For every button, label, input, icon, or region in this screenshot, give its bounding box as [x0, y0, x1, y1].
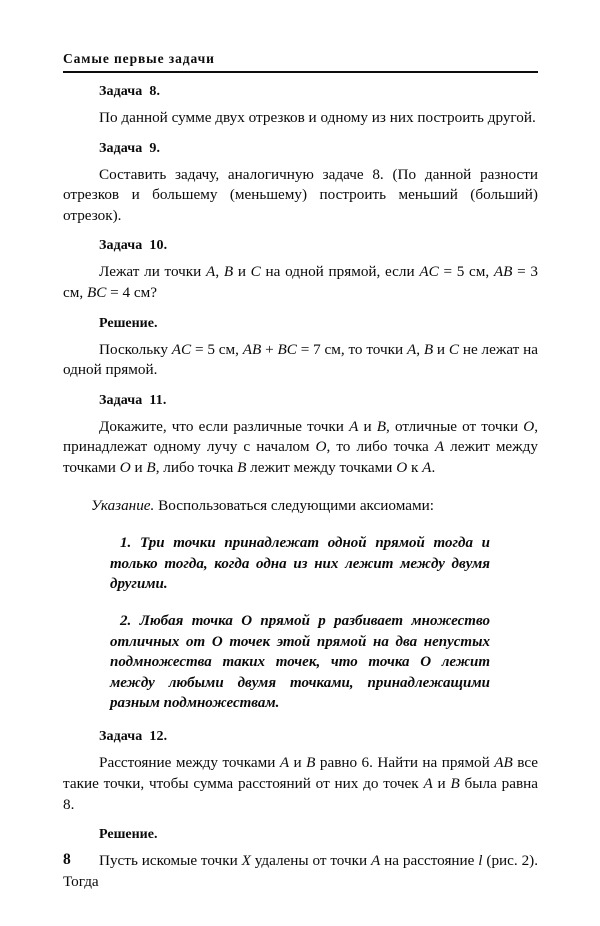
spacer — [63, 408, 538, 417]
task-heading-12 — [63, 730, 538, 744]
spacer — [63, 516, 538, 533]
task-heading-10 — [63, 239, 538, 253]
math-var-o: O — [119, 458, 131, 476]
spacer — [63, 744, 538, 753]
text-run: и — [289, 754, 307, 772]
math-var-a: A — [422, 458, 432, 476]
text-run: прямой — [252, 613, 319, 630]
spacer — [63, 253, 538, 262]
solution-body-10 — [63, 340, 538, 381]
text-run: = 7 см, то точки — [296, 340, 407, 358]
text-run: 2. Любая точка — [120, 613, 242, 630]
text-run: на расстояние — [380, 852, 479, 870]
spacer — [63, 331, 538, 340]
text-run: Поскольку — [99, 340, 172, 358]
solution-heading-10: Решение. — [99, 315, 158, 331]
math-var-p: p — [318, 613, 326, 630]
math-var-o: O — [241, 613, 253, 630]
math-var-a: A — [371, 852, 381, 870]
math-var-a: A — [434, 438, 445, 456]
math-var-o: O — [420, 654, 432, 671]
task-body-12 — [63, 753, 538, 815]
math-var-c: C — [250, 263, 261, 281]
task-heading-11 — [63, 394, 538, 408]
math-segment-ac: AC — [419, 263, 439, 281]
text-run: не лежат на одной прямой. — [63, 340, 538, 379]
text-run: лежит между любыми двумя точками, принадлежащими разным подмножествам. — [110, 654, 491, 711]
math-var-x: X — [241, 852, 251, 870]
solution-heading-12: Решение. — [99, 827, 158, 843]
text-run: была равна 8. — [63, 774, 538, 813]
task-heading-8-number: 8. — [149, 84, 161, 99]
text-run: и — [432, 774, 451, 792]
task-heading-8 — [63, 85, 538, 99]
task-body-11 — [63, 417, 538, 479]
text-run: к — [407, 458, 423, 476]
math-segment-ab: AB — [493, 263, 513, 281]
math-var-o: O — [211, 633, 223, 650]
text-run: и — [233, 263, 251, 281]
text-run: , отличные от точки — [386, 417, 524, 435]
math-var-a: A — [206, 263, 216, 281]
task-heading-8-label: Задача — [99, 84, 143, 99]
axiom-list — [63, 533, 538, 713]
text-run: + — [261, 340, 278, 358]
math-segment-ab: AB — [494, 754, 513, 772]
axiom-item-2 — [110, 611, 490, 713]
math-segment-ac: AC — [171, 340, 192, 358]
text-run: и — [433, 340, 449, 358]
math-var-b: B — [450, 774, 460, 792]
spacer — [63, 304, 538, 317]
hint-paragraph — [63, 496, 538, 517]
spacer — [110, 594, 490, 611]
task-heading-12-label: Задача — [99, 729, 143, 745]
text-run: , — [416, 340, 424, 358]
hint-label: Указание. — [91, 496, 155, 514]
text-run: все такие точки, чтобы сумма расстояний от них до точек — [63, 754, 538, 792]
math-var-o: O — [523, 417, 535, 435]
math-var-a: A — [406, 340, 417, 358]
solution-body-12 — [63, 851, 538, 892]
math-var-b: B — [423, 340, 434, 358]
math-var-c: C — [448, 340, 460, 358]
math-var-o: O — [396, 458, 408, 476]
text-run: Пусть искомые точки — [99, 852, 242, 870]
hint-text: Воспользоваться следующими аксиомами: — [154, 496, 434, 514]
page-number: 8 — [63, 851, 71, 868]
text-run: удалены от точки — [250, 852, 372, 870]
task-heading-12-number: 12. — [149, 729, 168, 745]
math-segment-bc: BC — [86, 283, 107, 301]
math-var-b: B — [223, 263, 234, 281]
math-segment-bc: BC — [277, 340, 297, 358]
task-body-10 — [63, 262, 538, 303]
math-var-b: B — [146, 458, 156, 476]
math-var-l: l — [478, 852, 483, 870]
spacer — [63, 479, 538, 496]
spacer — [63, 156, 538, 165]
spacer — [63, 842, 538, 851]
text-run: и — [130, 458, 147, 476]
text-run: Расстояние между точками — [99, 754, 280, 772]
math-segment-ab: AB — [242, 340, 262, 358]
text-run: точек этой прямой на два непустых подмножества таких точек, что точка — [110, 633, 490, 671]
text-run: = 4 см? — [106, 283, 158, 301]
math-var-b: B — [306, 754, 316, 772]
math-var-a: A — [349, 417, 359, 435]
spacer — [63, 99, 538, 108]
text-run: , либо точка — [155, 458, 238, 476]
task-body-9: Составить задачу, аналогичную задаче 8. (По данной разности отрезков и большему (меньшему) построить меньший (больший) отрезок). — [63, 165, 538, 224]
task-heading-10-label: Задача — [99, 238, 143, 254]
axiom-item-1: 1. Три точки принадлежат одной прямой тогда и только тогда, когда одна из них лежит между двумя другими. — [110, 535, 490, 592]
text-run: лежит между точками — [63, 438, 538, 476]
math-var-o: O — [315, 438, 327, 456]
text-run: (рис. 2). Тогда — [63, 852, 539, 890]
text-run: , — [215, 263, 224, 281]
text-run: на одной прямой, если — [260, 263, 420, 281]
text-run: разбивает множество отличных от — [110, 613, 490, 650]
task-heading-10-number: 10. — [149, 238, 168, 254]
task-heading-9 — [63, 142, 538, 156]
page-body — [63, 85, 538, 892]
math-var-b: B — [376, 417, 387, 435]
text-run: Докажите, что если различные точки — [99, 417, 350, 435]
running-head — [63, 52, 538, 73]
text-run: , принадлежат одному лучу с началом — [63, 417, 538, 456]
running-head-title: Самые первые задачи — [63, 51, 215, 66]
task-heading-11-label: Задача — [99, 392, 143, 408]
task-heading-9-label: Задача — [99, 140, 143, 156]
text-run: = 5 см, — [438, 263, 494, 281]
header-divider — [63, 71, 538, 73]
text-run: и — [358, 417, 377, 435]
text-run: . — [431, 458, 436, 476]
task-heading-9-number: 9. — [149, 140, 161, 156]
text-run: лежит между точками — [246, 458, 397, 476]
text-run: равно 6. Найти на прямой — [315, 754, 495, 772]
math-var-b: B — [237, 458, 247, 476]
task-body-8: По данной сумме двух отрезков и одному из них построить другой. — [99, 109, 536, 126]
math-var-a: A — [279, 754, 290, 772]
math-var-a: A — [423, 774, 433, 792]
text-run: = 5 см, — [191, 340, 243, 358]
spacer — [63, 713, 538, 730]
text-run: Лежат ли точки — [99, 263, 207, 281]
text-run: , то либо точка — [326, 438, 435, 456]
task-heading-11-number: 11. — [149, 392, 167, 408]
text-run: = 3 см, — [63, 263, 539, 301]
